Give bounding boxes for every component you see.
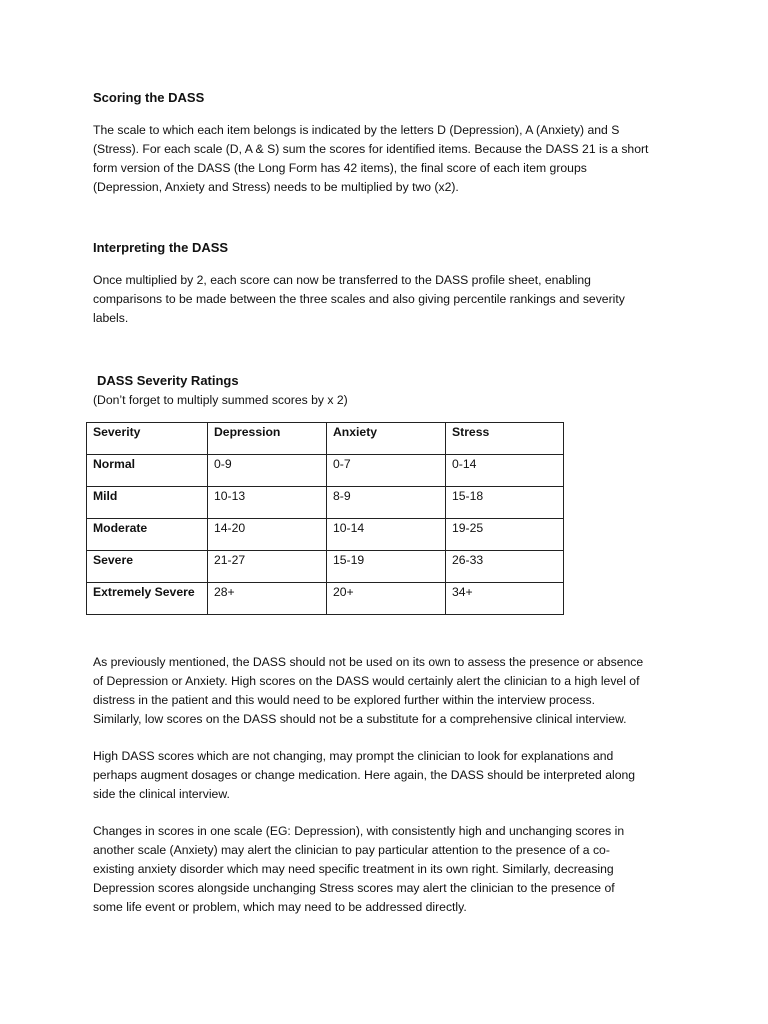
body-line: distress in the patient and this would need to be explored further within the interview process. — [93, 693, 596, 707]
interpreting-line: labels. — [93, 311, 129, 325]
body-line: of Depression or Anxiety. High scores on the DASS would certainly alert the clinician to a high level of — [93, 674, 640, 688]
interpreting-line: Once multiplied by 2, each score can now be transferred to the DASS profile sheet, enabling — [93, 273, 591, 287]
body-paragraph-2 — [93, 747, 693, 804]
table-row — [87, 551, 564, 583]
scoring-paragraph — [93, 121, 693, 197]
body-line: High DASS scores which are not changing, may prompt the clinician to look for explanations and — [93, 749, 614, 763]
anxiety-range: 15-19 — [327, 551, 446, 583]
severity-label: Moderate — [87, 519, 208, 551]
severity-label: Mild — [87, 487, 208, 519]
body-line: some life event or problem, which may need to be addressed directly. — [93, 900, 467, 914]
table-header-row — [87, 423, 564, 455]
stress-range: 34+ — [446, 583, 564, 615]
table-row — [87, 583, 564, 615]
severity-table — [86, 422, 564, 615]
scoring-line: form version of the DASS (the Long Form has 42 items), the final score of each item groups — [93, 161, 587, 175]
body-line: perhaps augment dosages or change medication. Here again, the DASS should be interpreted along — [93, 768, 636, 782]
body-line: side the clinical interview. — [93, 787, 230, 801]
stress-range: 0-14 — [446, 455, 564, 487]
scoring-line: The scale to which each item belongs is indicated by the letters D (Depression), A (Anxiety) and S — [93, 123, 620, 137]
depression-range: 28+ — [208, 583, 327, 615]
table-row — [87, 519, 564, 551]
anxiety-range: 20+ — [327, 583, 446, 615]
body-line: Changes in scores in one scale (EG: Depression), with consistently high and unchanging scores in — [93, 824, 625, 838]
depression-range: 14-20 — [208, 519, 327, 551]
body-line: Depression scores alongside unchanging Stress scores may alert the clinician to the presence of — [93, 881, 615, 895]
stress-range: 19-25 — [446, 519, 564, 551]
ratings-heading: DASS Severity Ratings — [97, 373, 239, 388]
body-line: Similarly, low scores on the DASS should not be a substitute for a comprehensive clinical interview. — [93, 712, 627, 726]
interpreting-line: comparisons to be made between the three scales and also giving percentile rankings and severity — [93, 292, 625, 306]
ratings-note: (Don’t forget to multiply summed scores by x 2) — [93, 393, 348, 407]
body-line: As previously mentioned, the DASS should not be used on its own to assess the presence or absence — [93, 655, 644, 669]
depression-range: 21-27 — [208, 551, 327, 583]
severity-label: Severe — [87, 551, 208, 583]
interpreting-heading: Interpreting the DASS — [93, 240, 229, 255]
column-header-stress: Stress — [446, 423, 564, 455]
scoring-line: (Depression, Anxiety and Stress) needs to be multiplied by two (x2). — [93, 180, 459, 194]
interpreting-paragraph — [93, 271, 693, 328]
body-paragraph-1 — [93, 653, 693, 729]
depression-range: 0-9 — [208, 455, 327, 487]
severity-label: Normal — [87, 455, 208, 487]
anxiety-range: 10-14 — [327, 519, 446, 551]
column-header-severity: Severity — [87, 423, 208, 455]
anxiety-range: 8-9 — [327, 487, 446, 519]
column-header-anxiety: Anxiety — [327, 423, 446, 455]
scoring-heading: Scoring the DASS — [93, 90, 205, 105]
table-row — [87, 455, 564, 487]
anxiety-range: 0-7 — [327, 455, 446, 487]
column-header-depression: Depression — [208, 423, 327, 455]
table-row — [87, 487, 564, 519]
stress-range: 15-18 — [446, 487, 564, 519]
stress-range: 26-33 — [446, 551, 564, 583]
body-line: existing anxiety disorder which may need specific treatment in its own right. Similarly, decreasing — [93, 862, 614, 876]
body-paragraph-3 — [93, 822, 693, 917]
depression-range: 10-13 — [208, 487, 327, 519]
scoring-line: (Stress). For each scale (D, A & S) sum the scores for identified items. Because the DASS 21 is a short — [93, 142, 649, 156]
severity-label: Extremely Severe — [87, 583, 208, 615]
body-line: another scale (Anxiety) may alert the clinician to pay particular attention to the presence of a co- — [93, 843, 610, 857]
